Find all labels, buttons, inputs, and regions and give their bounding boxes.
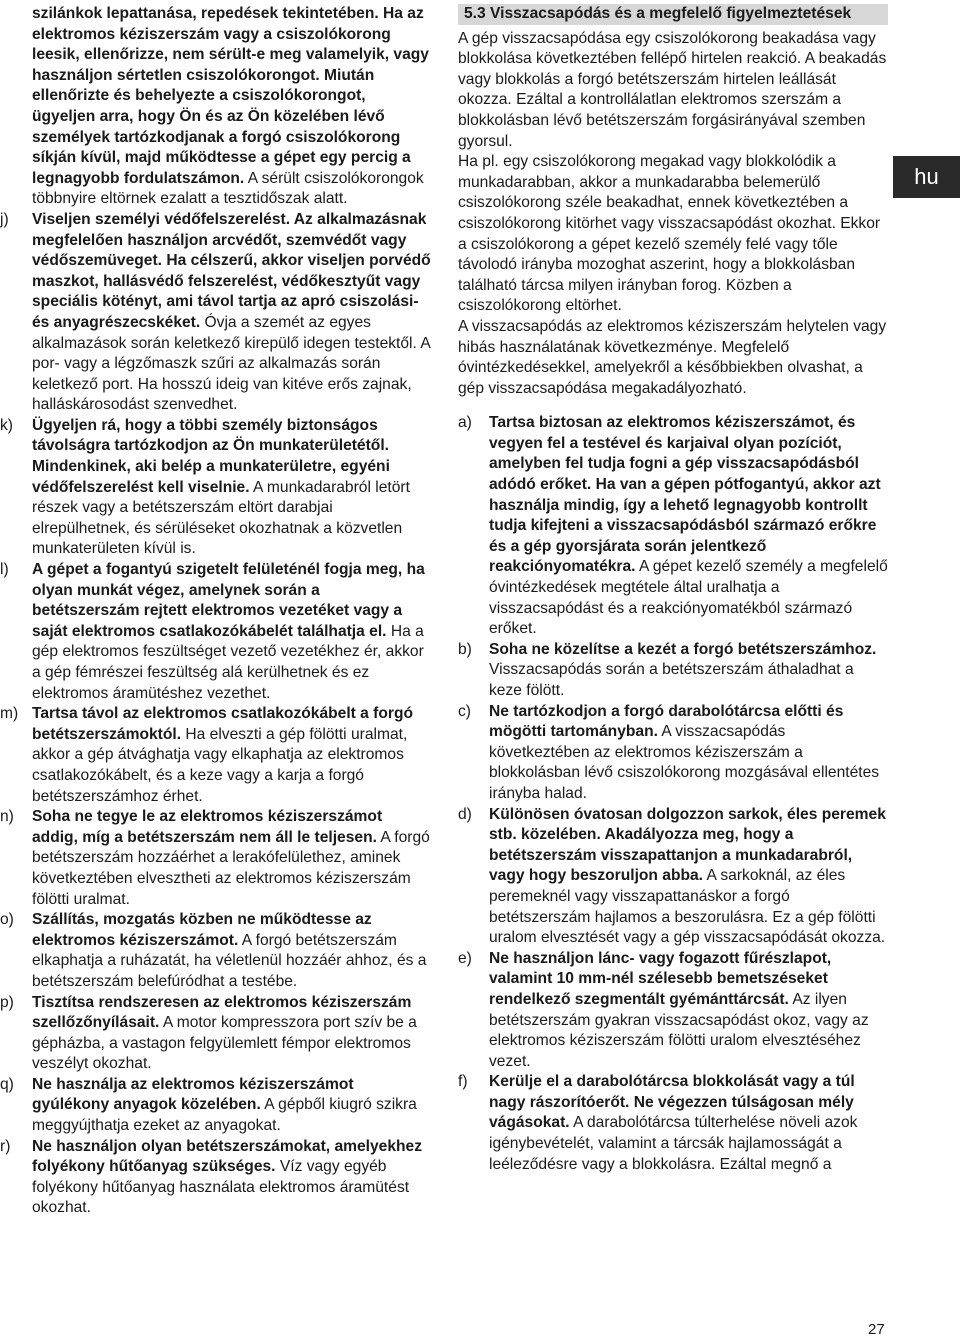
body-text: A munkadarabról letört részek vagy a betétszerszám eltört darabjai elrepülhetnek, és sérüléseket okozhatnak a közvetlen munkaterületen kívül is.	[32, 478, 410, 558]
body-text: Víz vagy egyéb folyékony hűtőanyag használata elektromos áramütést okozhat.	[32, 1158, 410, 1217]
safety-item-n	[0, 807, 431, 910]
safety-item-j	[0, 210, 431, 416]
body-text: A visszacsapódás következtében az elektromos kéziszerszám a blokkolásban lévő csiszolókorong mozgásával ellentétes irányba halad.	[489, 723, 880, 802]
item-letter: k)	[0, 416, 13, 434]
item-letter: b)	[458, 640, 472, 658]
safety-item-r	[0, 1137, 431, 1219]
page-number: 27	[868, 1321, 885, 1338]
language-tab: hu	[893, 156, 960, 198]
bold-text: Ne tartózkodjon a forgó darabolótárcsa előtti és mögötti tartományban.	[489, 702, 844, 741]
item-letter: c)	[458, 702, 471, 720]
body-text: A sarkoknál, az éles peremeknél vagy visszapattanáskor a forgó betétszerszám hajlamos a beszorulásra. Ez a gép fölötti uralom elvesztését vagy a gép visszacsapódását okozza.	[489, 867, 886, 947]
item-letter: l)	[0, 561, 9, 579]
bold-text: Ne használjon lánc- vagy fogazott fűrészlapot, valamint 10 mm-nél szélesebb bemetszéseket rendelkező szegmentált gyémánttárcsát.	[489, 949, 832, 1008]
bold-text: Kerülje el a darabolótárcsa blokkolását vagy a túl nagy rászorítóerőt. Ne végezzen túlságosan mély vágásokat.	[489, 1073, 855, 1132]
bold-text: A gépet a fogantyú szigetelt felületénél fogja meg, ha olyan munkát végez, amelynek során a betétszerszám rejtett elektromos vezetéket vagy a saját elektromos csatlakozókábelét találhatja el.	[32, 561, 425, 640]
bold-text: Viseljen személyi védőfelszerelést. Az alkalmazásnak megfelelően használjon arcvédőt, szemvédőt vagy védőszemüveget. Ha célszerű, akkor viseljen porvédő maszkot, hallásvédő felszerelést, védőkesztyűt vagy speciális kötényt, ami távol tartja az apró csiszolási- és anyagrészecskéket.	[32, 210, 431, 331]
kickback-item-e	[458, 949, 888, 1073]
safety-item-k	[0, 416, 431, 560]
left-column	[0, 4, 431, 1219]
item-letter: p)	[0, 993, 14, 1011]
safety-item-q	[0, 1075, 431, 1137]
bold-text: Szállítás, mozgatás közben ne működtesse az elektromos kéziszerszámot.	[32, 911, 372, 949]
item-letter: r)	[0, 1137, 11, 1155]
body-text: Ha a gép elektromos feszültséget vezető vezetékhez ér, akkor a gép fémrészei feszültség alá kerülhetnek és ez elektromos áramütéshez vezethet.	[32, 622, 424, 702]
kickback-item-f	[458, 1072, 888, 1175]
item-letter: o)	[0, 911, 14, 929]
body-text: A gépet kezelő személy a megfelelő óvintézkedések megtétele által uralhatja a visszacsapódást és a reakciónyomatékból származó erőket.	[489, 558, 888, 638]
kickback-item-d	[458, 805, 888, 949]
kickback-item-b	[458, 640, 888, 702]
body-text: A gépből kiugró szikra meggyújthatja ezeket az anyagokat.	[32, 1096, 417, 1135]
bold-text: szilánkok lepattanása, repedések tekintetében. Ha az elektromos kéziszerszám vagy a csiszolókorong leesik, ellenőrizze, nem sérült-e meg valamelyik, vagy használjon sértetlen csiszolókorongot. Miután ellenőrizte és behelyezte a csiszolókorongot, ügyeljen arra, hogy Ön és az Ön közelében lévő személyek tartózkodjanak a forgó csiszolókorong síkján kívül, majd működtesse a gépet egy percig a legnagyobb fordulatszámon.	[32, 5, 429, 187]
safety-item-l	[0, 560, 431, 704]
bold-text: Ügyeljen rá, hogy a többi személy biztonságos távolságra tartózkodjon az Ön munkaterületétől. Mindenkinek, aki belép a munkaterületre, egyéni védőfelszerelést kell viselnie.	[32, 416, 390, 496]
body-text: Az ilyen betétszerszám gyakran visszacsapódást okoz, vagy az elektromos kéziszerszám fölötti uralom elvesztéséhez vezet.	[489, 990, 869, 1070]
section-heading: 5.3 Visszacsapódás és a megfelelő figyelmeztetések	[458, 4, 888, 25]
bold-text: Tartsa távol az elektromos csatlakozókábelt a forgó betétszerszámoktól.	[32, 705, 414, 743]
intro-paragraph: A gép visszacsapódása egy csiszolókorong beakadása vagy blokkolása következtében fellépő hirtelen reakció. A beakadás vagy blokkolás a forgó betétszerszám hirtelen leállását okozza. Ezáltal a kontrollálatlan elektromos szerszám a blokkolásban lévő betétszerszám forgásirányával szemben gyorsul.	[458, 29, 887, 150]
body-text: Visszacsapódás során a betétszerszám áthaladhat a keze fölött.	[489, 661, 854, 699]
item-letter: q)	[0, 1075, 14, 1093]
item-letter: j)	[0, 210, 9, 228]
item-letter: a)	[458, 414, 472, 432]
safety-item-p	[0, 993, 431, 1075]
kickback-item-a	[458, 413, 888, 640]
item-letter: e)	[458, 949, 472, 967]
body-text: Óvja a szemét az egyes alkalmazások során keletkező kirepülő idegen testektől. A por- vagy a légzőmaszk szűri az alkalmazás során keletkező port. Ha hosszú ideig van kitéve erős zajnak, halláskárosodást szenvedhet.	[32, 313, 430, 414]
body-text: A forgó betétszerszám elkaphatja a ruházatát, ha véletlenül hozzáér ahhoz, és a betétszerszám belefúródhat a testébe.	[32, 931, 427, 990]
bold-text: Tartsa biztosan az elektromos kéziszerszámot, és vegyen fel a testével és karjaival olyan pozíciót, amelyben fel tudja fogni a gép visszacsapódásból adódó erőket. Ha van a gépen pótfogantyú, akkor azt használja mindig, így a lehető legnagyobb kontrollt tudja kifejteni a visszacsapódásból származó erőkre és a gép gyorsjárata során jelentkező reakciónyomatékra.	[489, 414, 881, 576]
body-text: Ha elveszti a gép fölötti uralmat, akkor a gép átvághatja vagy elkaphatja az elektromos csatlakozókábelt, és a keze vagy a karja a forgó betétszerszámhoz érhet.	[32, 725, 408, 805]
intro-paragraph: Ha pl. egy csiszolókorong megakad vagy blokkolódik a munkadarabban, akkor a munkadarabba belemerülő csiszolókorong széle beakadhat, ennek következtében a csiszolókorong kitörhet vagy visszacsapódást okozhat. Ekkor a csiszolókorong a gépet kezelő személy felé vagy tőle távolodó irányba mozoghat aszerint, hogy a blokkolásban található tárcsa milyen irányban forog. Közben a csiszolókorong eltörhet.	[458, 153, 881, 315]
body-text: A motor kompresszora port szív be a gépházba, a vastagon felgyülemlett fémpor elektromos veszélyt okozhat.	[32, 1014, 417, 1073]
item-letter: n)	[0, 808, 14, 826]
intro-paragraph: A visszacsapódás az elektromos kéziszerszám helytelen vagy hibás használatának következménye. Megfelelő óvintézkedésekkel, amelyekről a későbbiekben olvashat, a gép visszacsapódása megakadályozható.	[458, 317, 887, 397]
bold-text: Soha ne tegye le az elektromos kéziszerszámot addig, míg a betétszerszám nem áll le teljesen.	[32, 808, 383, 846]
bold-text: Ne használja az elektromos kéziszerszámot gyúlékony anyagok közelében.	[32, 1075, 354, 1114]
bold-text: Soha ne közelítse a kezét a forgó betétszerszámhoz.	[489, 640, 877, 658]
body-text: A forgó betétszerszám hozzáérhet a lerakófelülethez, aminek következtében elvesztheti az elektromos kéziszerszám fölötti uralmat.	[32, 828, 430, 908]
safety-item-m	[0, 704, 431, 807]
body-text: A darabolótárcsa túlterhelése növeli azok igénybevételét, valamint a tárcsák hajlamosságát a leéleződésre vagy a blokkolásra. Ezáltal megnő a	[489, 1114, 858, 1173]
item-letter: d)	[458, 805, 472, 823]
bold-text: Tisztítsa rendszeresen az elektromos kéziszerszám szellőzőnyílásait.	[32, 993, 412, 1032]
right-column	[458, 4, 888, 1175]
continued-paragraph	[32, 4, 431, 210]
item-letter: f)	[458, 1073, 468, 1091]
kickback-item-c	[458, 702, 888, 805]
bold-text: Ne használjon olyan betétszerszámokat, amelyekhez folyékony hűtőanyag szükséges.	[32, 1137, 422, 1176]
item-letter: m)	[0, 705, 19, 723]
bold-text: Különösen óvatosan dolgozzon sarkok, éles peremek stb. közelében. Akadályozza meg, hogy a betétszerszám visszapattanjon a munkadarabról, vagy hogy beszoruljon abba.	[489, 805, 886, 885]
body-text: A sérült csiszolókorongok többnyire eltörnek ezalatt a tesztidőszak alatt.	[32, 169, 424, 208]
safety-item-o	[0, 910, 431, 992]
